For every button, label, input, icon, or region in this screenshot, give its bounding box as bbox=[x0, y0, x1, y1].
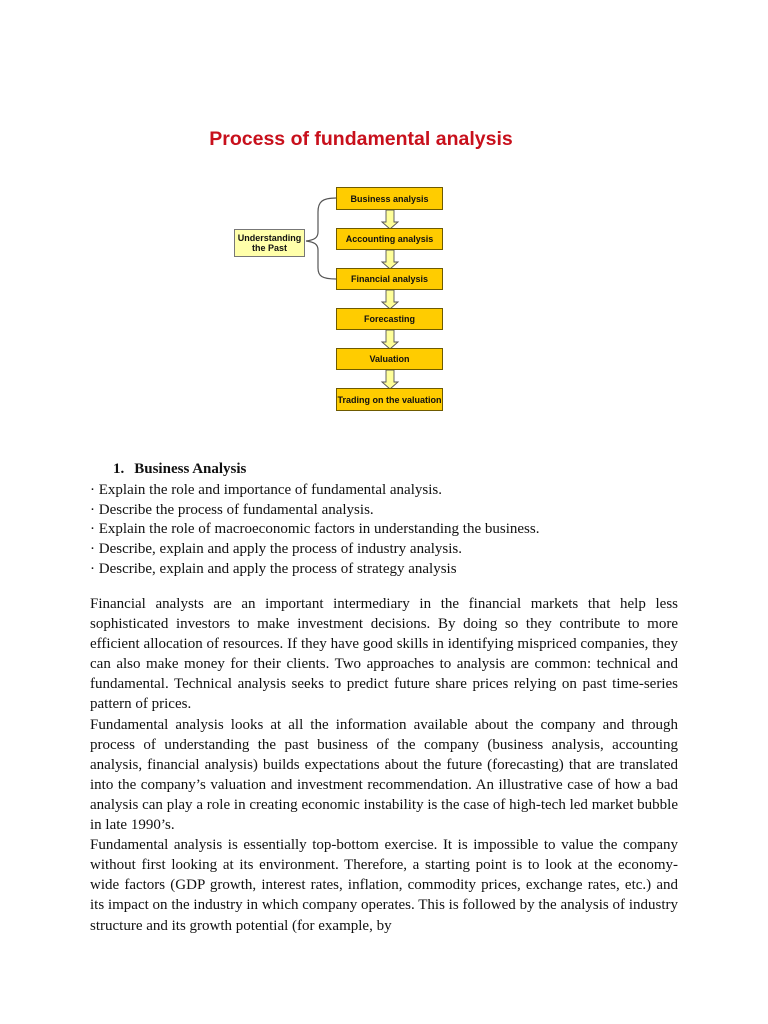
step-accounting-analysis: Accounting analysis bbox=[336, 228, 443, 250]
paragraph-1: Financial analysts are an important intermediary in the financial markets that help less sophisticated investors to make investment decisions. By doing so they contribute to more efficient allocation of resources. If they have good skills in identifying mispriced companies, they can also make money for their clients. Two approaches to analysis are common: technical and fundamental. Technical analysis seeks to predict future share prices relying on past time-series pattern of prices. bbox=[90, 596, 678, 713]
step-financial-analysis: Financial analysis bbox=[336, 268, 443, 290]
body-text bbox=[90, 594, 678, 936]
step-forecasting: Forecasting bbox=[336, 308, 443, 330]
arrow-4 bbox=[382, 330, 398, 349]
paragraph-3: Fundamental analysis is essentially top-bottom exercise. It is impossible to value the company without first looking at its environment. Therefore, a starting point is to look at the economy-wide factors (GDP growth, interest rates, inflation, commodity prices, exchange rates, etc.) and its impact on the industry in which company operates. This is followed by the analysis of industry structure and its growth potential (for example, by bbox=[90, 837, 678, 934]
objectives-list bbox=[90, 481, 539, 580]
understanding-the-past-box bbox=[234, 229, 305, 257]
list-item: · Explain the role and importance of fundamental analysis. bbox=[90, 482, 442, 498]
arrow-3 bbox=[382, 290, 398, 309]
side-label-line-2: the Past bbox=[251, 243, 287, 253]
list-item: · Describe, explain and apply the process of industry analysis. bbox=[90, 541, 462, 558]
side-label-line-1: Understanding bbox=[237, 233, 302, 243]
section-heading bbox=[113, 461, 246, 478]
step-trading-on-the-valuation: Trading on the valuation bbox=[336, 388, 443, 411]
list-item: · Describe, explain and apply the process of strategy analysis bbox=[90, 560, 457, 577]
step-valuation: Valuation bbox=[336, 348, 443, 370]
arrow-2 bbox=[382, 250, 398, 269]
arrow-1 bbox=[382, 210, 398, 229]
page-title: Process of fundamental analysis bbox=[209, 128, 513, 150]
arrow-5 bbox=[382, 370, 398, 389]
process-diagram bbox=[0, 0, 768, 430]
brace-connector bbox=[306, 198, 336, 279]
step-business-analysis: Business analysis bbox=[336, 187, 443, 210]
section-number: 1. bbox=[113, 461, 125, 477]
list-item: · Describe the process of fundamental analysis. bbox=[90, 501, 374, 518]
paragraph-2: Fundamental analysis looks at all the information available about the company and through process of understanding the past business of the company (business analysis, accounting analysis, financial analysis) builds expectations about the future (forecasting) that are translated into the company’s valuation and investment recommendation. An illustrative case of how a bad analysis can play a role in creating economic instability is the case of high-tech led market bubble in late 1990’s. bbox=[90, 716, 678, 834]
section-heading-text: Business Analysis bbox=[134, 461, 247, 477]
list-item: · Explain the role of macroeconomic factors in understanding the business. bbox=[90, 521, 540, 538]
